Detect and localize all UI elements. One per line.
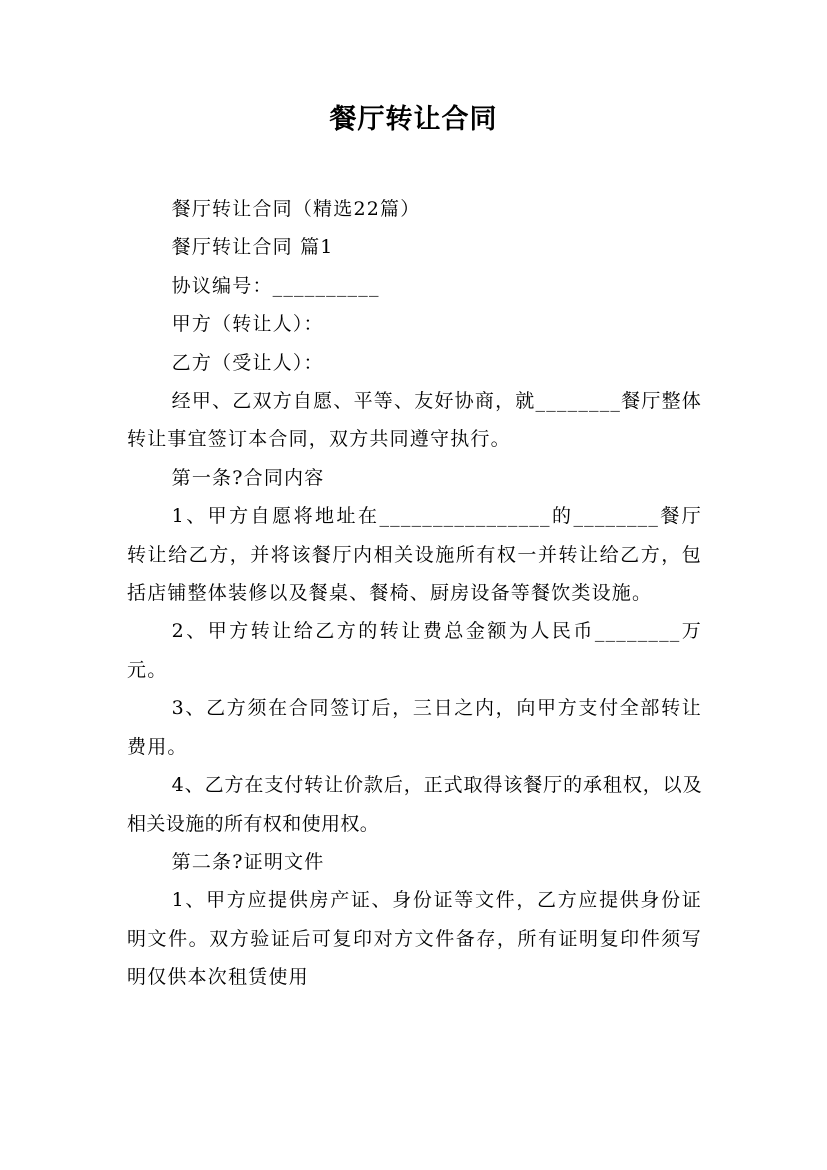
document-subtitle: 餐厅转让合同（精选22篇）: [171, 198, 421, 220]
agreement-number-line: 协议编号：__________: [171, 274, 380, 297]
document-title: 餐厅转让合同: [329, 104, 498, 135]
article-1-clause-2: 2、甲方转让给乙方的转让费总金额为人民币________万元。: [127, 620, 702, 681]
article-1-clause-3: 3、乙方须在合同签订后，三日之内，向甲方支付全部转让费用。: [127, 697, 702, 758]
article-1-heading: 第一条?合同内容: [171, 466, 325, 489]
article-1-clause-1: 1、甲方自愿将地址在________________的________餐厅转让给乙方，并将该餐厅内相关设施所有权一并转让给乙方，包括店铺整体装修以及餐桌、餐椅、厨房设备等餐饮类设施。: [127, 505, 702, 605]
intro-paragraph: 经甲、乙双方自愿、平等、友好协商，就________餐厅整体转让事宜签订本合同，双方共同遵守执行。: [127, 390, 702, 451]
party-a-line: 甲方（转让人）：: [171, 313, 324, 336]
article-2-clause-1: 1、甲方应提供房产证、身份证等文件，乙方应提供身份证明文件。双方验证后可复印对方文件备存，所有证明复印件须写明仅供本次租赁使用: [127, 889, 702, 989]
document-body: [127, 190, 702, 997]
article-1-clause-4: 4、乙方在支付转让价款后，正式取得该餐厅的承租权，以及相关设施的所有权和使用权。: [127, 774, 702, 835]
article-2-heading: 第二条?证明文件: [171, 850, 325, 873]
party-b-line: 乙方（受让人）：: [171, 351, 324, 374]
section-heading-part-1: 餐厅转让合同 篇1: [171, 236, 334, 259]
